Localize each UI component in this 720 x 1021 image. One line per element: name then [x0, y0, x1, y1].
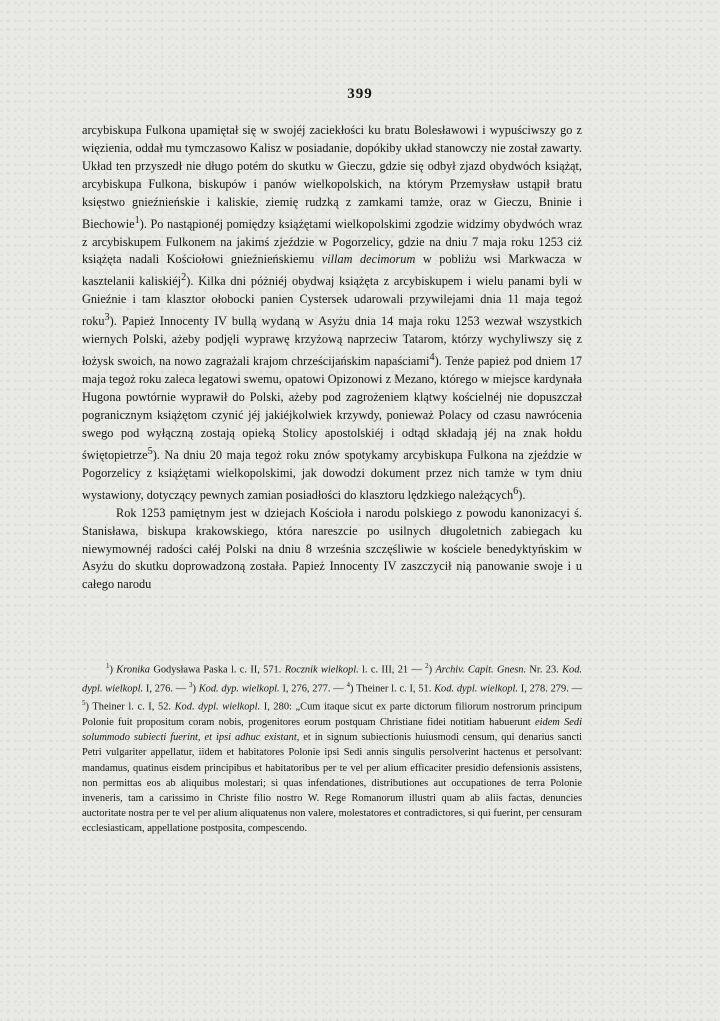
text-run: Godysława Paska l. c. II, 571.	[149, 664, 285, 676]
text-run: I, 278. 279. —	[517, 683, 582, 695]
italic-phrase: Kronika	[116, 664, 150, 676]
text-run: et in signum subiectionis huiusmodi censum, qui denarius sancti Petri vulgariter appellatur, iidem et habitatores Polonie ipsi Sedi annis singulis persolverint hactenus et persolvant: mandamus, quatinus eisdem principibus et habitatoribus per te vel per alium efficaciter presidio defensionis assistens, non permittas eos ab aliquibus molestari; si quas infendationes, distributiones aut occupationes de terra Polonie inveneris, tam a carissimo in Christe filio nostro W. Rege Romanorum illustri quam ab aliis factas, denuncies auctoritate nostra per te vel per alium aliquatenus non valere, molestatores et contradictores, si qui fuerint, per censuram ecclesiasticam, appellatione postposita, compescendo.	[82, 732, 582, 835]
footnote-ref: 4	[429, 352, 435, 364]
main-text	[82, 122, 582, 594]
text-run: I, 280: „Cum itaque sicut ex parte dictorum filiorum nostrorum principum Polonie fuit propositum coram nobis, progenitores eorum postquam Christiane fidei notitiam habuerunt	[82, 701, 582, 729]
italic-phrase: Rocznik wielkopl.	[284, 664, 359, 676]
text-run: ).	[518, 487, 526, 502]
text-run: I, 276. —	[143, 683, 189, 695]
text-run: ). Kilka dni póżniéj obydwaj książęta z arcybiskupem i wielu panami byli w Gnieźnie i tam klasztor ołobocki panien Cystersek udarowali przywilejami dnia 11 maja tegoż roku	[82, 274, 582, 329]
text-run: ). Tenże papież pod dniem 17 maja tegoż roku zaleca legatowi swemu, opatowi Opizonowi z Mezano, którego w miejsce kardynała Hugona powtórnie wyprawił do Polski, ażeby pod zagrożeniem klątwy kościelnéj nie dopuszczał pogranicznym książętom czynić jéj jakiéjkolwiek krzywdy, ponieważ Polacy od czasu nawrócenia swego pod wyłączną zostają opieką Stolicy apostolskiéj i odtąd składają jéj na znak hołdu świętopietrze	[82, 354, 582, 462]
italic-phrase: Kod. dypl. wielkopl.	[434, 683, 518, 695]
footnote-marker: 4	[346, 680, 350, 689]
footnote-marker: 5	[82, 699, 86, 708]
text-run: ). Papież Innocenty IV bullą wydaną w Asyżu dnia 14 maja roku 1253 wezwał wszystkich wiernych Polski, ażeby podjęli wyprawę krzyżową naprzeciw Tatarom, którzy wychyliwszy się z łożysk swoich, na nowo zagrażali krajom chrześcijańskim napaściami	[82, 314, 582, 369]
footnote-ref: 1	[134, 214, 140, 226]
paragraph-2: Rok 1253 pamiętnym jest w dziejach Kościoła i narodu polskiego z powodu kanonizacyi ś. Stanisława, biskupa krakowskiego, która nareszcie po usilnych długoletnich zabiegach ku niewymownéj radości całéj Polski na dniu 8 września szczęśliwie w kościele benedyktyńskim w Asyżu do skutku doprowadzoną została. Papież Innocenty IV zaszczycił nią panowanie swoje i u całego narodu	[82, 505, 582, 592]
text-run: arcybiskupa Fulkona upamiętał się w swojéj zaciekłości ku bratu Bolesławowi i wypuściwszy go z więzienia, oddał mu tymczasowo Kalisz w posiadanie, dopókiby układ stanowczy nie został zawarty. Układ ten przyszedł nie długo potém do skutku w Gieczu, gdzie się odbył zjazd obydwóch książąt, arcybiskupa Fulkona, biskupów i panów wielkopolskich, na którym Przemysław ustąpił bratu księstwo gnieźnieńskie i kaliskie, ziemię rudzką z zamkami tamże, oraz w Gieczu, Bninie i Biechowie	[82, 123, 582, 231]
text-run: Nr. 23.	[526, 664, 563, 676]
footnote-ref: 5	[147, 445, 153, 457]
text-run: Theiner l. c. I, 51.	[356, 683, 435, 695]
footnotes: $^1$) Kronika Godysława Paska l. c. II, 571. Rocznik wielkopl. l. c. III, 21 — $^2$) Archiv. Capit. Gnesn. Nr. 23. Kod. dypl. wielkopl. I, 276. — $^3$) Kod. dyp. wielkopl. I, 276, 277. — $^4$) Theiner l. c. I, 51. Kod. dypl. wielkopl. I, 278. 279. — $^5$) Theiner l. c. I, 52. Kod. dypl. wielkopl. I, 280: „Cum itaque sicut ex parte dictorum filiorum nostrorum principum Polonie fuit propositum coram nobis, progenitores eorum postquam Christiane fidei notitiam habuerunt eidem Sedi solummodo subiecti fuerint, et ipsi adhuc existant, et in signum subiectionis huiusmodi censum, qui denarius sancti Petri vulgariter appellatur, iidem et habitatores Polonie ipsi Sedi annis singulis persolverint hactenus et persolvant: mandamus, quatinus eisdem principibus et habitatoribus per te vel per alium efficaciter presidio defensionis assistens, non permittas eos ab aliquibus molestari; si quas infendationes, distributiones aut occupationes de terra Polonie inveneris, tam a carissimo in Christe filio nostro W. Rege Romanorum illustri quam ab aliis factas, denuncies auctoritate nostra per te vel per alium aliquatenus non valere, molestatores et contradictores, si qui fuerint, per censuram ecclesiasticam, appellatione postposita, compescendo.	[82, 662, 582, 835]
footnote-ref: 6	[513, 485, 519, 497]
paragraph-1	[82, 122, 582, 505]
text-run: I, 276, 277. —	[279, 683, 347, 695]
footnote-ref: 2	[181, 272, 187, 284]
text-run: ). Po nastąpionéj pomiędzy książętami wielkopolskimi zgodzie widzimy obydwóch wraz z arcybiskupem Fulkonem na jakimś zjeździe w Pogorzelicy, gdzie na dniu 7 maja roku 1253 ciż książęta nadali Kościołowi gnieźnieńskiemu	[82, 216, 582, 267]
italic-phrase: Kod. dypl. wielkopl.	[174, 701, 261, 713]
italic-phrase: eidem Sedi solummodo subiecti fuerint, et ipsi adhuc existant,	[82, 717, 582, 744]
text-run: Theiner l. c. I, 52.	[92, 701, 175, 713]
footnote-ref: 3	[104, 312, 110, 324]
text-run: ). Na dniu 20 maja tegoż roku znów spotykamy arcybiskupa Fulkona na zjeździe w Pogorzelicy z książętami wielkopolskimi, jak dowodzi dokument przez nich tamże w tym dniu wystawiony, dotyczący pewnych zamian posiadłości do klasztoru lędzkiego należących	[82, 447, 582, 502]
text-run: w pobliżu wsi Markwacza w kasztelanii kaliskiéj	[82, 252, 583, 289]
italic-phrase: Kod. dyp. wielkopl.	[198, 683, 280, 695]
footnote-marker: 2	[425, 662, 429, 670]
footnote-marker: 1	[106, 662, 110, 670]
text-run: l. c. III, 21 —	[358, 664, 426, 676]
page-number: 399	[347, 86, 373, 102]
italic-phrase: Archiv. Capit. Gnesn.	[435, 664, 527, 676]
italic-phrase: villam decimorum	[321, 252, 416, 267]
italic-phrase: Kod. dypl. wielkopl.	[82, 664, 582, 695]
footnote-marker: 3	[188, 680, 193, 689]
